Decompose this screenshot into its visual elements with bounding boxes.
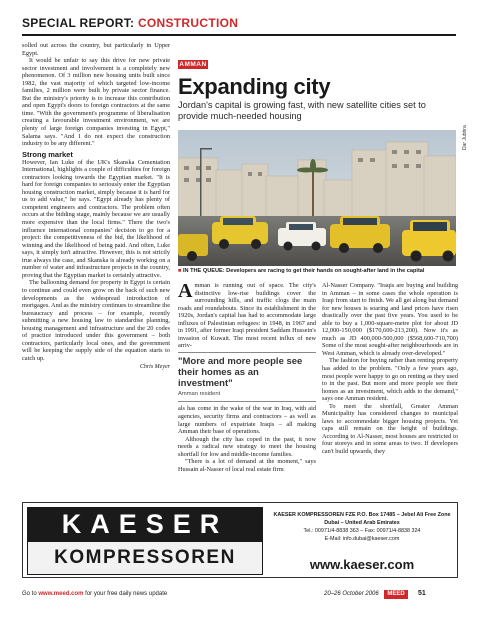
article-paragraph: Although the city has coped in the past, it now needs a radical new strategy to meet the housing shortfall for low and middle-income families.	[178, 435, 316, 458]
footer-promo	[22, 591, 167, 597]
meed-logo: MEED	[384, 590, 408, 599]
article-paragraph: Al-Nasser Company. "Iraqis are buying and building in Amman – in some cases the whole operation is Iraqi from start to finish. We all get along but demand for new houses is soaring and land prices have risen drastically over the past five years. You used to be able to buy a 1,000-square-metre plot for about JD 12,000-150,000 ($170,600-213,200). Now it's as much as JD 400,000-500,000 ($568,600-710,700) Some of the most sought-after neighbourhoods are in West Amman, which is already over-developed."	[322, 282, 458, 357]
page-footer	[22, 589, 458, 601]
logo-brand-top: KAESER	[61, 509, 229, 539]
section-topic: CONSTRUCTION	[137, 16, 239, 30]
left-paragraph: solled out across the country, but particularly in Upper Egypt.	[22, 42, 170, 57]
footer-prefix: Go to	[22, 591, 37, 597]
article-paragraph	[178, 282, 316, 350]
article-paragraph: "There is a lot of demand at the moment," says Hussain al-Nasser of local real estate firm	[178, 458, 316, 473]
pull-quote-attribution: Amman resident	[178, 391, 316, 403]
logo-brand-bottom: KOMPRESSOREN	[27, 541, 263, 575]
footer-suffix: for your free daily news update	[85, 591, 168, 597]
ad-city-line: Dubai – United Arab Emirates	[324, 520, 400, 526]
article-subhead: Jordan's capital is growing fast, with new satellite cities set to provide much-needed housing	[178, 100, 426, 121]
footer-link[interactable]: www.meed.com	[38, 591, 84, 597]
ad-website-link[interactable]: www.kaeser.com	[309, 557, 415, 572]
left-paragraph: It would be unfair to say this drive for new private sector investment and involvement is a completely new phenomenon. Of 3 million new housing units built since 1982, the vast majority of which targeted low-income families, 2 million were built by private sector finance. But the ministry's priority is to increase this contribution and open Egypt's doors to foreign contractors at the same time. "With the government's programme of liberalisation creating a favourable investment environment, we are plenty of large foreign companies investing in Egypt," Salama says. "And I do not expect the construction industry to be any different."	[22, 57, 170, 148]
article-paragraph: als has come in the wake of the war in Iraq, with aid agencies, security firms and contractors – as well as large numbers of expatriate Iraqis – all making Amman their base of operations.	[178, 405, 316, 436]
kaeser-logo	[27, 507, 263, 575]
caption-text: Developers are racing to get their hands on sought-after land in the capital	[226, 268, 425, 274]
article-photo	[178, 130, 456, 266]
drop-cap: A	[178, 280, 193, 302]
ad-company-line: KAESER KOMPRESSOREN FZE P.O. Box 17485 – Jebel Ali Free Zone	[273, 512, 451, 518]
caption-lead: IN THE QUEUE:	[182, 268, 225, 274]
page-number: 51	[418, 590, 426, 597]
left-paragraph: However, Ian Luke of the UK's Skanska Cementation International, highlights a couple of difficulties for foreign contractors looking towards the Egyptian market. "It is hard for foreign companies to seriously enter the Egyptian housing construction market, simply because it is hard for us to add value," he says. "Egypt already has plenty of competent engineers and contractors. The problem often occurs at the bidding stage, mainly because we are usually more expensive than the local firms." There the two's influence international companies' decision to go for a project: the competitiveness of the bid, the likelihood of winning and the likelihood of being paid. And often, Luke says, it simply isn't attractive. However, this is not strictly true always the case, and Skanska is already working on a number of water and infrastructure projects in the country, proving that the Egyptian market is certainly attractive.	[22, 158, 170, 279]
advertisement[interactable]	[22, 502, 458, 578]
article-tag: AMMAN	[179, 61, 207, 68]
middle-column	[178, 282, 316, 473]
ad-contact-info	[269, 511, 455, 543]
article-headline: Expanding city	[178, 74, 331, 99]
section-label: SPECIAL REPORT:	[22, 16, 135, 30]
header-rule	[22, 34, 456, 36]
pull-quote: "More and more people see their homes as an investment"	[178, 352, 316, 389]
article-paragraph: To meet the shortfall, Greater Amman Municipality has considered changes to municipal laws to accommodate bigger housing projects. Yet caps still remain on the height of buildings. According to Al-Nasser, most houses are restricted to four storeys and in some areas to two. If developers can't build upwards, they	[322, 402, 458, 456]
caption-pointer-icon: ■	[178, 268, 182, 274]
right-column	[322, 282, 458, 456]
left-paragraph: The ballooning demand for property in Egypt is certain to continue and could even grow on the back of such new developments as the widespread introduction of mortgages. And as the ministry continues to streamline the bureaucracy and process – for example, recently submitting a new housing law to standardise planning, housing management and infrastructure and the 20 codes of practice introduced under this government – both contractors, particularly local ones, and the government will be keeping the supply side of the equation starts to catch up.	[22, 279, 170, 362]
photo-caption	[178, 268, 468, 274]
article-paragraph-text: mman is running out of space. The city's distinctive low-rise buildings cover the surrounding hills, and traffic clogs the main roads and roundabouts. Since its establishment in the 1920s, Jordan's capital has had to accommodate large influxes of Palestinian refugees: in 1948, in 1967 and in 1991, after former Iraqi president Saddam Hussein's invasion of Kuwait. The most recent influx of new arriv-	[178, 282, 316, 350]
subheading: Strong market	[22, 149, 73, 159]
street-scene-image	[178, 130, 456, 266]
ad-phone-line: Tel.: 00971/4-8838 363 – Fax: 00971/4-8838 324	[303, 528, 421, 534]
page-header	[22, 10, 456, 36]
article-paragraph: The fashion for buying rather than renting property has added to the problem. "Only a few years ago, most people were happy to go on renting as they used to in the past. But more and more people see their homes as an investment, which adds to the demand," says one Amman resident.	[322, 357, 458, 403]
byline: Chris Meyer	[139, 364, 170, 371]
photo-credit: Dar Jubbra	[462, 125, 468, 150]
ad-email-link[interactable]: E-Mail: info.dubai@kaeser.com	[324, 536, 400, 542]
section-title	[22, 16, 238, 30]
left-column	[22, 42, 170, 372]
issue-date: 20–26 October 2006	[324, 591, 379, 597]
